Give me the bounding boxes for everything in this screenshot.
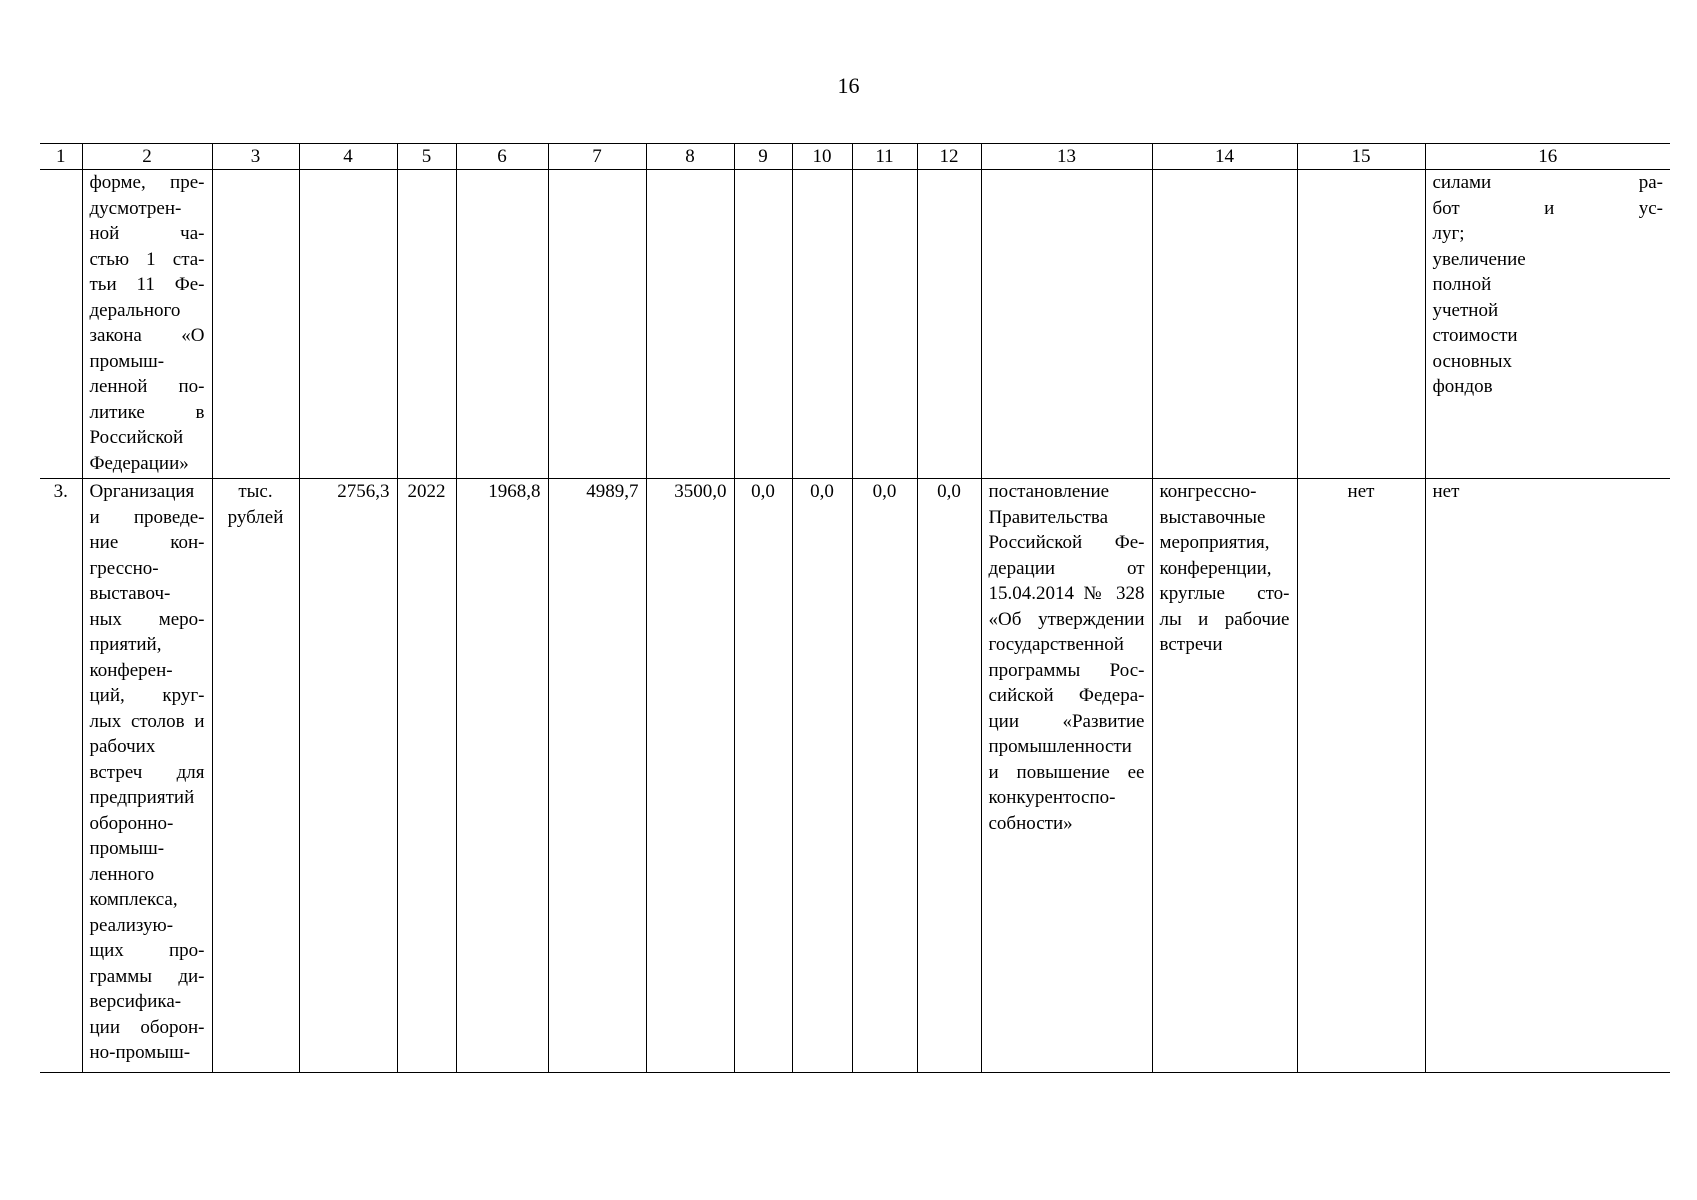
value-cell-10: 0,0 [792,479,852,1073]
cell-text-line: рублей [227,506,284,528]
cell-text-line: круглые сто- [1159,583,1290,604]
col-number-9: 9 [734,144,792,170]
cell-text-line: сийской Федера- [988,685,1145,706]
cell-text-line: выставоч- [89,583,171,604]
cell-text-line: государственной [988,634,1124,655]
cell-text-line: реализую- [89,914,174,936]
cell-text-line: стоимости [1432,325,1518,346]
column-number-row [40,144,1670,170]
cell-text-line: ние кон- [89,532,205,553]
col-number-11: 11 [852,144,917,170]
cell-text-line: щих про- [89,940,205,961]
cell-text-line: собности» [988,812,1073,834]
cell-text-line: увеличение [1432,248,1526,270]
col-number-6: 6 [456,144,548,170]
cell-text-line: ции «Развитие [988,710,1145,732]
cell-text-line: оборонно- [89,812,174,834]
cell-text-line: учетной [1432,299,1499,321]
cell-text-line: промыш- [89,838,165,859]
value-cell-10 [792,170,852,479]
cell-text-line: литике в [89,401,205,423]
cell-text-line: Правительства [988,506,1109,528]
unit-cell [212,170,299,479]
cell-text-line: силами ра- [1432,172,1663,193]
cell-text-line: дерального [89,299,181,321]
cell-text-line: стью 1 ста- [89,248,205,270]
cell-text-line: приятий, [89,634,162,655]
value-cell-11 [852,170,917,479]
value-cell-7: 4989,7 [548,479,646,1073]
col-number-1: 1 [40,144,82,170]
value-cell-12: 0,0 [917,479,981,1073]
cell-text-line: тыс. [238,481,273,502]
col-number-3: 3 [212,144,299,170]
table-row-3 [40,479,1670,1073]
cell-text-line: встреч для [89,761,205,783]
cell-text-line: и проведе- [89,506,205,528]
result-cell [1425,170,1670,479]
col-number-14: 14 [1152,144,1297,170]
cell-text-line: конференции, [1159,557,1272,579]
measure-type-cell [1152,479,1297,1073]
value-cell-7 [548,170,646,479]
value-cell-4: 2756,3 [299,479,397,1073]
event-description-cell [82,170,212,479]
col-number-4: 4 [299,144,397,170]
cell-text-line: Федерации» [89,452,189,474]
cell-text-line: и повышение ее [988,761,1145,783]
cell-text-line: граммы ди- [89,965,205,987]
cell-text-line: рабочих [89,736,156,757]
cell-text-line: лы и рабочие [1159,608,1290,630]
col-number-15: 15 [1297,144,1425,170]
cell-text-line: ции оборон- [89,1016,205,1038]
cell-text-line: закона «О [89,325,205,346]
cell-text-line: мероприятия, [1159,532,1270,553]
page-number: 16 [837,73,860,98]
value-cell-6: 1968,8 [456,479,548,1073]
cell-text-line: тьи 11 Фе- [89,274,205,295]
value-cell-9 [734,170,792,479]
cell-text-line: грессно- [89,557,159,579]
program-table [40,143,1670,1073]
cell-text-line: ной ча- [89,223,205,244]
legal-basis-cell [981,479,1152,1073]
cell-text-line: программы Рос- [988,659,1145,681]
cell-15: нет [1297,479,1425,1073]
cell-text-line: но-промыш- [89,1042,191,1063]
cell-text-line: встречи [1159,634,1223,655]
col-number-13: 13 [981,144,1152,170]
cell-text-line: «Об утверждении [988,608,1145,630]
value-cell-9: 0,0 [734,479,792,1073]
value-cell-11: 0,0 [852,479,917,1073]
cell-text-line: версифика- [89,991,182,1012]
unit-cell [212,479,299,1073]
cell-text-line: промышленности [988,736,1132,757]
measure-type-cell [1152,170,1297,479]
col-number-10: 10 [792,144,852,170]
cell-text-line: ных меро- [89,608,205,630]
col-number-5: 5 [397,144,456,170]
cell-text-line: Российской [89,427,184,448]
col-number-12: 12 [917,144,981,170]
row-number-cell: 3. [40,479,82,1073]
cell-text-line: ций, круг- [89,685,205,706]
cell-text-line: дусмотрен- [89,197,182,219]
col-number-2: 2 [82,144,212,170]
cell-text-line: Российской Фе- [988,532,1145,553]
value-cell-5: 2022 [397,479,456,1073]
table-row-continued [40,170,1670,479]
cell-text-line: предприятий [89,787,195,808]
col-number-8: 8 [646,144,734,170]
result-cell: нет [1425,479,1670,1073]
col-number-16: 16 [1425,144,1670,170]
cell-text-line: форме, пре- [89,172,205,193]
cell-text-line: ленной по- [89,376,205,397]
event-description-cell [82,479,212,1073]
value-cell-12 [917,170,981,479]
cell-text-line: постановление [988,481,1110,502]
value-cell-6 [456,170,548,479]
cell-text-line: комплекса, [89,889,178,910]
row-number-cell [40,170,82,479]
cell-text-line: 15.04.2014 № 328 [988,583,1145,604]
cell-text-line: конгрессно- [1159,481,1257,502]
cell-text-line: ленного [89,863,155,885]
cell-15 [1297,170,1425,479]
value-cell-8 [646,170,734,479]
value-cell-5 [397,170,456,479]
cell-text-line: выставочные [1159,506,1266,528]
value-cell-8: 3500,0 [646,479,734,1073]
cell-text-line: бот и ус- [1432,197,1663,219]
cell-text-line: конкурентоспо- [988,787,1116,808]
cell-text-line: луг; [1432,223,1465,244]
cell-text-line: основных [1432,350,1512,372]
cell-text-line: Организация [89,481,195,502]
cell-text-line: дерации от [988,557,1145,579]
cell-text-line: фондов [1432,376,1493,397]
cell-text-line: конферен- [89,659,173,681]
cell-text-line: промыш- [89,350,165,372]
col-number-7: 7 [548,144,646,170]
cell-text-line: полной [1432,274,1492,295]
value-cell-4 [299,170,397,479]
legal-basis-cell [981,170,1152,479]
cell-text-line: лых столов и [89,710,205,732]
